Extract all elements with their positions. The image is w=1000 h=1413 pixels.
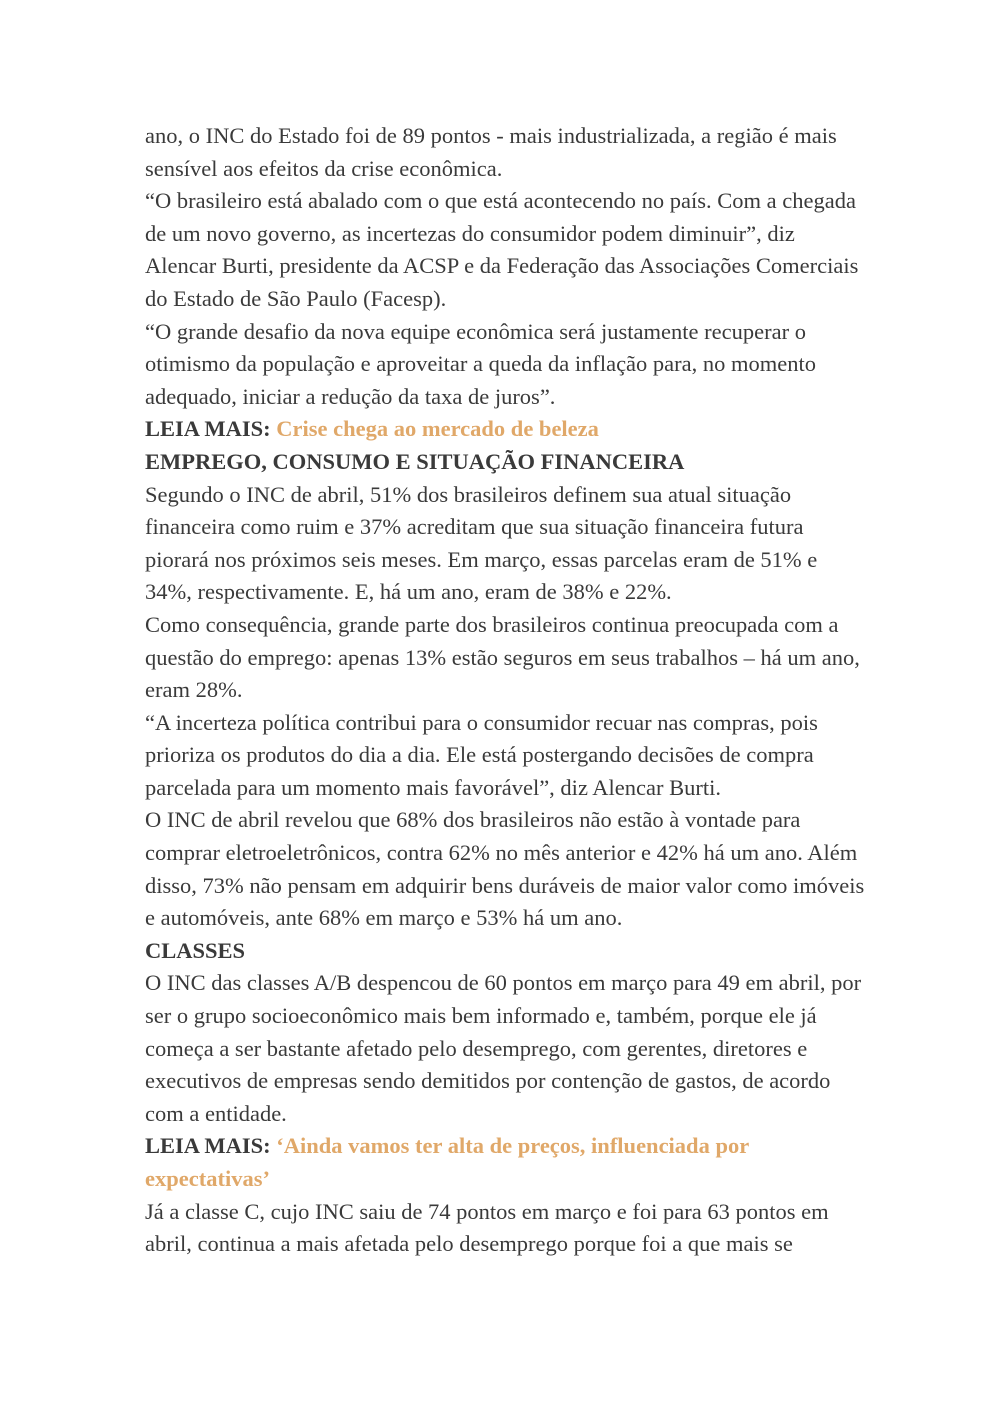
paragraph-regional-inc: ano, o INC do Estado foi de 89 pontos - mais industrializada, a região é mais sensível aos efeitos da crise econômica. (145, 123, 837, 181)
read-more-label: LEIA MAIS: (145, 1133, 271, 1159)
paragraph-quote-burti-2: “A incerteza política contribui para o consumidor recuar nas compras, pois prioriza os produtos do dia a dia. Ele está postergando decisões de compra parcelada para um momento mais favorável”, diz Alencar Burti. (145, 709, 818, 800)
paragraph-quote-economic-team: “O grande desafio da nova equipe econômica será justamente recuperar o otimismo da população e aproveitar a queda da inflação para, no momento adequado, iniciar a redução da taxa de juros”. (145, 318, 817, 409)
paragraph-quote-burti-1: “O brasileiro está abalado com o que está acontecendo no país. Com a chegada de um novo governo, as incertezas do consumidor podem diminuir”, diz Alencar Burti, presidente da ACSP e da Federação das Associações Comerciais do Estado de São Paulo (Facesp). (145, 188, 859, 311)
section-heading-classes: CLASSES (145, 937, 246, 963)
read-more-link-price-increase[interactable]: ‘Ainda vamos ter alta de preços, influenciada por expectativas’ (145, 1133, 749, 1191)
paragraph-employment-concern: Como consequência, grande parte dos brasileiros continua preocupada com a questão do emprego: apenas 13% estão seguros em seus trabalhos – há um ano, eram 28%. (145, 611, 860, 703)
read-more-link-beauty-market[interactable]: Crise chega ao mercado de beleza (276, 416, 599, 442)
paragraph-durable-goods: O INC de abril revelou que 68% dos brasileiros não estão à vontade para comprar eletroeletrônicos, contra 62% no mês anterior e 42% há um ano. Além disso, 73% não pensam em adquirir bens duráveis de maior valor como imóveis e automóveis, ante 68% em março e 53% há um ano. (145, 807, 865, 931)
section-heading-employment: EMPREGO, CONSUMO E SITUAÇÃO FINANCEIRA (145, 448, 685, 474)
read-more-prices (145, 1130, 865, 1195)
article-body (145, 120, 865, 1261)
paragraph-class-c: Já a classe C, cujo INC saiu de 74 pontos em março e foi para 63 pontos em abril, continua a mais afetada pelo desemprego porque foi a que mais se (145, 1198, 829, 1257)
read-more-beauty (145, 413, 865, 446)
paragraph-classes-ab: O INC das classes A/B despencou de 60 pontos em março para 49 em abril, por ser o grupo socioeconômico mais bem informado e, também, porque ele já começa a ser bastante afetado pelo desemprego, com gerentes, diretores e executivos de empresas sendo demitidos por contenção de gastos, de acordo com a entidade. (145, 970, 862, 1126)
read-more-label: LEIA MAIS: (145, 416, 271, 442)
paragraph-financial-situation: Segundo o INC de abril, 51% dos brasileiros definem sua atual situação financeira como ruim e 37% acreditam que sua situação financeira futura piorará nos próximos seis meses. Em março, essas parcelas eram de 51% e 34%, respectivamente. E, há um ano, eram de 38% e 22%. (145, 481, 818, 605)
